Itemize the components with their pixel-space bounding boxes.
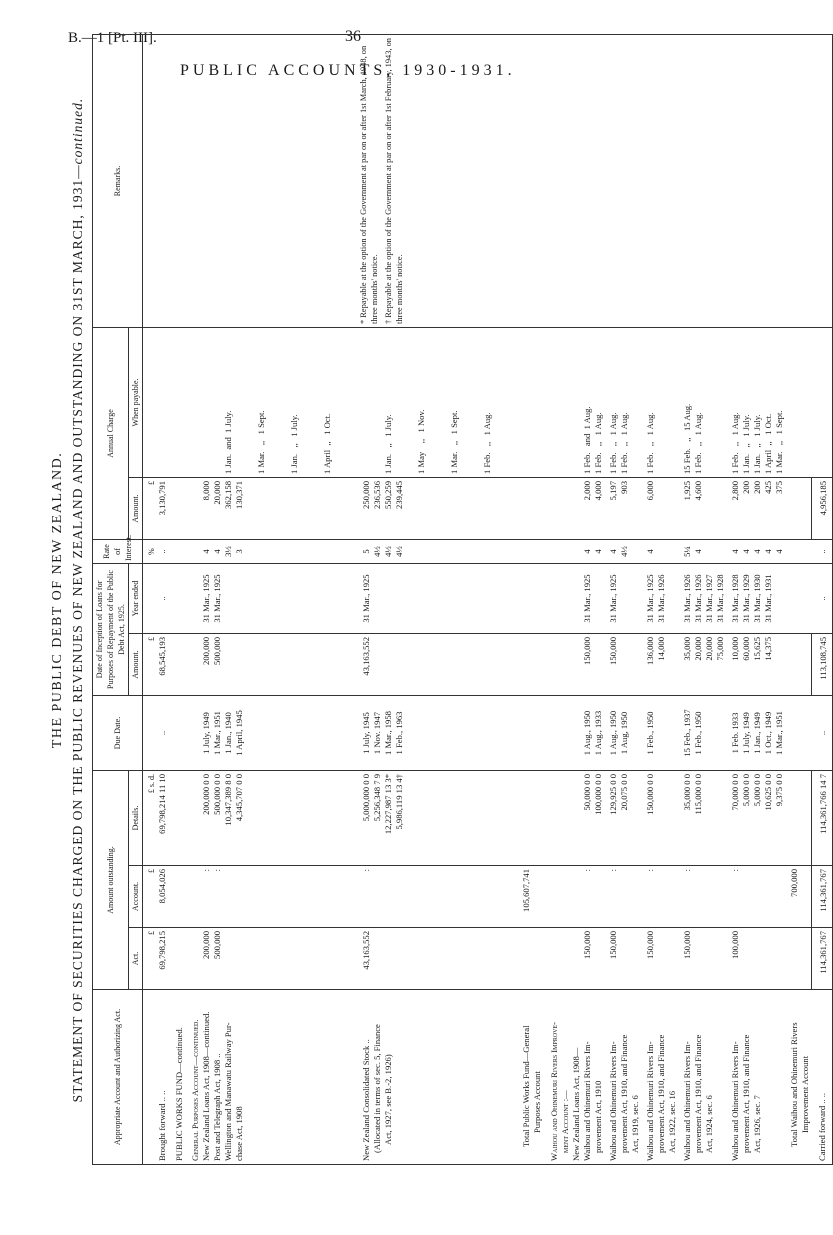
waihou-act: 150,000 <box>678 928 726 990</box>
header-act: Act. <box>129 928 143 990</box>
carried-charge: 4,956,185 <box>811 478 833 540</box>
waihou-rate: 4 <box>641 540 678 564</box>
statement-title-continued: continued. <box>70 97 85 165</box>
waihou-charge: 2,000 4,000 <box>582 478 604 540</box>
waihou-inception: 10,000 60,000 15,625 14,375 <box>726 634 785 696</box>
general-line: Wellington and Manawatu Railway Pur- <box>223 1022 233 1161</box>
page-reference: B.—1 [Pt. III]. <box>68 30 157 46</box>
table-row-consolidated <box>355 34 515 1164</box>
table-row-total-public-works <box>515 34 543 1164</box>
waihou-inception: 35,000 20,000 20,000 75,000 <box>678 634 726 696</box>
consolidated-account-cell: New Zealand Consolidated Stock .. (Allocated in terms of sec. 5, Finance Act, 1927, see B.-2, 1926) <box>355 990 515 1165</box>
remark-note: † Repayable at the option of the Government at par on or after 1st February, 1943, on three months' notice. <box>384 38 404 324</box>
header-remarks: Remarks. <box>93 34 143 327</box>
waihou-when: 1 Feb. ,, 1 Aug. 1 Jan. ,, 1 July. 1 Jan. ,, 1 July. 1 April ,, 1 Oct. 1 Mar. ,, 1 Sept. <box>726 327 785 477</box>
brought-rate: .. <box>157 540 168 564</box>
waihou-due: 1 Feb., 1950 <box>641 696 678 771</box>
consolidated-act: 43,163,552 <box>355 928 515 990</box>
header-details: Details. <box>129 771 143 866</box>
consolidated-due: 1 July, 1945 1 Nov. 1947 1 Mar., 1958 1 Feb., 1963 <box>355 696 515 771</box>
general-when: 1 Jan. and 1 July. 1 Mar. ,, 1 Sept. 1 Jan. ,, 1 July. 1 April ,, 1 Oct. <box>185 327 355 477</box>
general-year: 31 Mar., 1925 31 Mar., 1925 <box>185 564 355 634</box>
unit-account: £ <box>143 866 158 928</box>
unit-details: £ s. d. <box>143 771 158 866</box>
table-row-waihou-1919 <box>604 34 641 1164</box>
waihou-charge: 6,000 <box>641 478 678 540</box>
waihou-due: 1 Aug., 1950 1 Aug, 1950 <box>604 696 641 771</box>
waihou-year: 31 Mar., 1926 31 Mar., 1926 31 Mar., 1927 31 Mar., 1928 <box>678 564 726 634</box>
waihou-year: 31 Mar., 1925 <box>582 564 604 634</box>
unit-charge: £ <box>143 478 158 540</box>
waihou-rate: 4 4 <box>582 540 604 564</box>
table-row-waihou-1924 <box>678 34 726 1164</box>
waihou-account: : <box>641 866 678 928</box>
document-title: THE PUBLIC DEBT OF NEW ZEALAND. <box>50 451 65 749</box>
table-row-waihou-1922 <box>641 34 678 1164</box>
header-annual-charge: Annual Charge <box>93 327 129 539</box>
header-due-date: Due Date. <box>93 696 143 771</box>
general-rate: 4 4 3½ 3 <box>185 540 355 564</box>
waihou-account-cell: Waihou and Ohinemuri Rivers Im- provement Act, 1910, and Finance Act, 1926, sec. 7 <box>726 990 785 1165</box>
unit-act: £ <box>143 928 158 990</box>
waihou-account-cell: Waihou and Ohinemuri Rivers Im- provement Act, 1910, and Finance Act, 1919, sec. 6 <box>604 990 641 1165</box>
waihou-when: 15 Feb. ,, 15 Aug. 1 Feb. ,, 1 Aug. <box>678 327 726 477</box>
waihou-rate: 4 4½ <box>604 540 641 564</box>
accounts-title: PUBLIC ACCOUNTS, 1930-1931. <box>180 62 516 79</box>
waihou-details: 70,000 0 0 5,000 0 0 5,000 0 0 10,625 0 0 9,375 0 0 <box>726 771 785 866</box>
general-line: chase Act, 1908 <box>234 1106 244 1161</box>
waihou-account-cell: Waihou and Ohinemuri Rivers Im- provement Act, 1910, and Finance Act, 1924, sec. 6 <box>678 990 726 1165</box>
waihou-year: 31 Mar., 1925 <box>604 564 641 634</box>
table-body <box>143 34 833 1164</box>
waihou-account: : <box>582 866 604 928</box>
table-row-waihou-1910 <box>582 34 604 1164</box>
carried-act: 114,361,767 <box>811 928 833 990</box>
waihou-year: 31 Mar., 1925 31 Mar., 1926 <box>641 564 678 634</box>
unit-inception: £ <box>143 634 158 696</box>
waihou-account: : <box>726 866 785 928</box>
waihou-rate: 5¼ 4 <box>678 540 726 564</box>
header-inception: Date of Inception of Loans for Purposes of Repayment of the Public Debt Act, 1925. <box>93 564 129 696</box>
waihou-when: 1 Feb. ,, 1 Aug. 1 Feb. ,, 1 Aug. <box>604 327 641 477</box>
brought-act: 69,798,215 <box>157 928 168 990</box>
carried-inception: 113,108,745 <box>811 634 833 696</box>
waihou-details: 129,925 0 0 20,075 0 0 <box>604 771 641 866</box>
header-amount-outstanding: Amount outstanding. <box>93 771 129 990</box>
carried-forward-label: Carried forward .. .. <box>811 990 833 1165</box>
waihou-account: : <box>678 866 726 928</box>
fund-heading: PUBLIC WORKS FUND—continued. <box>168 990 185 1165</box>
brought-forward-label: Brought forward .. .. <box>157 990 168 1165</box>
waihou-act: 150,000 <box>641 928 678 990</box>
waihou-charge: 5,197 903 <box>604 478 641 540</box>
consolidated-when: 1 Jan. ,, 1 July. 1 May ,, 1 Nov. 1 Mar. ,, 1 Sept. 1 Feb. ,, 1 Aug. <box>355 327 515 477</box>
brought-details: 69,798,214 11 10 <box>157 771 168 866</box>
table-row-brought-forward <box>157 34 168 1164</box>
securities-table <box>92 34 833 1165</box>
brought-inception: 68,545,193 <box>157 634 168 696</box>
general-line: Post and Telegraph Act, 1908 .. <box>212 1053 222 1161</box>
waihou-inception: 150,000 <box>582 634 604 696</box>
total-pw-account: 105,607,741 <box>515 866 543 928</box>
header-charge-amount: Amount. <box>129 478 143 540</box>
general-act: 200,000 500,000 <box>185 928 355 990</box>
carried-details: 114,361,766 14 7 <box>811 771 833 866</box>
waihou-details: 50,000 0 0 100,000 0 0 <box>582 771 604 866</box>
waihou-charge: 1,925 4,600 <box>678 478 726 540</box>
consolidated-remarks <box>355 34 515 327</box>
carried-year: .. <box>811 564 833 634</box>
header-year-ended: Year ended <box>129 564 143 634</box>
consolidated-charge: 250,000 236,536 550,259 239,445 <box>355 478 515 540</box>
waihou-charge: 2,800 200 200 425 375 <box>726 478 785 540</box>
waihou-due: 15 Feb., 1937 1 Feb., 1950 <box>678 696 726 771</box>
consolidated-account: : <box>355 866 515 928</box>
waihou-when: 1 Feb. ,, 1 Aug. <box>641 327 678 477</box>
total-waihou-account: 700,000 <box>785 866 811 928</box>
consolidated-inception: 43,163,552 <box>355 634 515 696</box>
waihou-act: 150,000 <box>582 928 604 990</box>
header-acct: Account. <box>129 866 143 928</box>
waihou-heading-cell: Waihou and Ohinemuri Rivers Improve- ment Account :— New Zealand Loans Act, 1908— <box>543 990 582 1165</box>
general-due: 1 July, 1949 1 Mar., 1951 1 Jan., 1940 1 April, 1945 <box>185 696 355 771</box>
general-heading: General Purposes Account—continued. <box>190 1019 200 1161</box>
waihou-act: 100,000 <box>726 928 785 990</box>
table-row-fund-heading <box>168 34 185 1164</box>
waihou-details: 150,000 0 0 <box>641 771 678 866</box>
header-inception-amount: Amount. <box>129 634 143 696</box>
general-details: 200,000 0 0 500,000 0 0 10,347,389 8 0 4,345,707 0 0 <box>185 771 355 866</box>
header-when-payable: When payable. <box>129 327 143 477</box>
waihou-act: 150,000 <box>604 928 641 990</box>
general-line: New Zealand Loans Act, 1908—continued. <box>201 1011 211 1161</box>
consolidated-details: 5,000,000 0 0 5,256,348 7 9 12,227,987 13 3* 5,986,119 13 4† <box>355 771 515 866</box>
statement-title-text: STATEMENT OF SECURITIES CHARGED ON THE PUBLIC REVENUES OF NEW ZEALAND AND OUTSTANDING ON 31ST MARCH, 1931— <box>70 164 85 1103</box>
header-account: Appropriate Account and Authorizing Act. <box>93 990 143 1165</box>
consolidated-year: 31 Mar., 1925 <box>355 564 515 634</box>
total-waihou-label: Total Waihou and Ohinemuri Rivers Improvement Account <box>785 990 811 1165</box>
waihou-account: : <box>604 866 641 928</box>
unit-rate: % <box>143 540 158 564</box>
header-rate: Rate of Interest. <box>93 540 143 564</box>
general-charge: 8,000 20,000 362,158 130,371 <box>185 478 355 540</box>
units-row <box>143 34 158 1164</box>
brought-year: .. <box>157 564 168 634</box>
waihou-account-cell: Waihou and Ohinemuri Rivers Im- provement Act, 1910, and Finance Act, 1922, sec. 16 <box>641 990 678 1165</box>
remark-note: * Repayable at the option of the Government at par on or after 1st March, 1948, on three months' notice. <box>359 45 379 324</box>
page-number: 36 <box>345 28 361 45</box>
waihou-due: 1 Aug., 1950 1 Aug., 1933 <box>582 696 604 771</box>
general-inception: 200,000 500,000 <box>185 634 355 696</box>
table-row-waihou-heading <box>543 34 582 1164</box>
waihou-when: 1 Feb. and 1 Aug. 1 Feb. ,, 1 Aug. <box>582 327 604 477</box>
waihou-inception: 136,000 14,000 <box>641 634 678 696</box>
table-row-waihou-1926 <box>726 34 785 1164</box>
table-row-total-waihou <box>785 34 811 1164</box>
waihou-inception: 150,000 <box>604 634 641 696</box>
waihou-year: 31 Mar., 1928 31 Mar., 1929 31 Mar., 1930 31 Mar., 1931 <box>726 564 785 634</box>
waihou-rate: 4 4 4 4 4 <box>726 540 785 564</box>
brought-due: .. <box>157 696 168 771</box>
consolidated-rate: 5 4½ 4½ 4½ <box>355 540 515 564</box>
total-pw-label: Total Public Works Fund—General Purposes Account <box>515 990 543 1165</box>
waihou-details: 35,000 0 0 115,000 0 0 <box>678 771 726 866</box>
carried-due: .. <box>811 696 833 771</box>
waihou-due: 1 Feb. 1933 1 July, 1949 1 Jan., 1949 1 Oct., 1949 1 Mar., 1951 <box>726 696 785 771</box>
brought-charge: 3,130,791 <box>157 478 168 540</box>
general-account-cell <box>185 990 355 1165</box>
carried-rate: .. <box>811 540 833 564</box>
waihou-account-cell: Waihou and Ohinemuri Rivers Im- provement Act, 1910 <box>582 990 604 1165</box>
table-row-carried-forward <box>811 34 833 1164</box>
rotated-statement <box>50 35 828 1165</box>
statement-title <box>70 35 86 1165</box>
table-row-general <box>185 34 355 1164</box>
brought-account: 8,054,026 <box>157 866 168 928</box>
carried-account: 114,361,767 <box>811 866 833 928</box>
general-account: : : <box>185 866 355 928</box>
